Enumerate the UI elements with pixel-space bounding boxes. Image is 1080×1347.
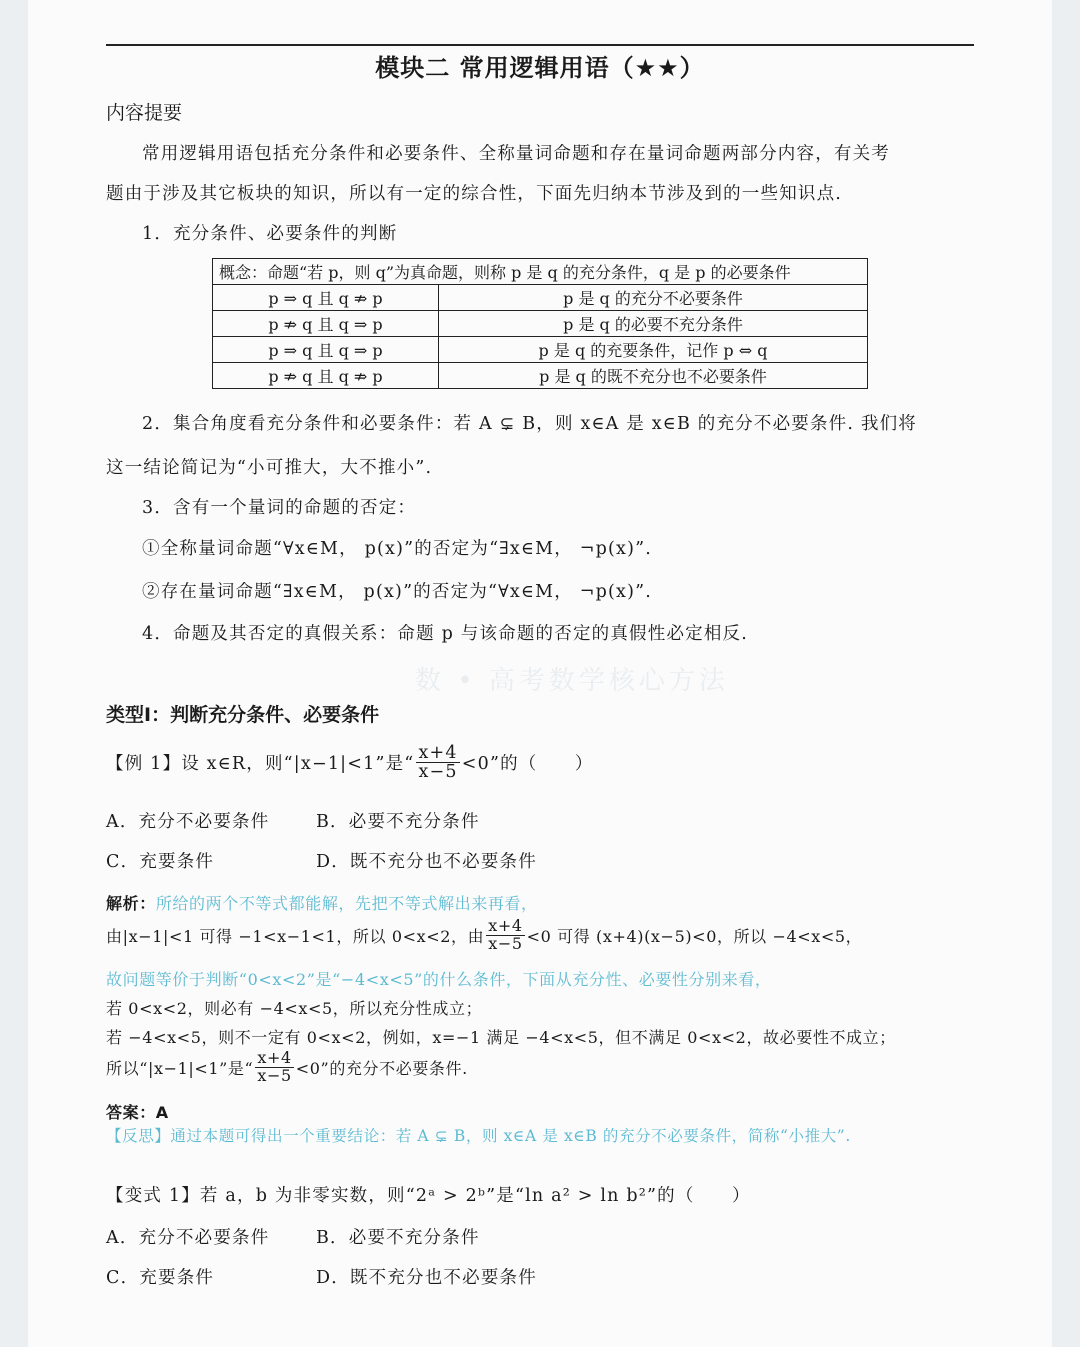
solution-line-1-fraction (486, 918, 524, 953)
solution-line-3: 若 −4<x<5，则不一定有 0<x<2，例如，x=−1 满足 −4<x<5，但不满足 0<x<2，故必要性不成立； (106, 1028, 896, 1047)
fraction-denominator: x−5 (488, 933, 523, 953)
fraction-numerator: x+4 (488, 916, 523, 935)
example-1-option-c: C．充要条件 (106, 852, 215, 872)
solution-label: 解析： (106, 894, 156, 913)
intro-heading: 内容提要 (106, 102, 183, 124)
fraction-denominator: x−5 (257, 1065, 292, 1085)
answer-line: 答案：A (106, 1103, 169, 1122)
variant-1-stem: 【变式 1】若 a，b 为非零实数，则“2ᵃ > 2ᵇ”是“ln a² > ln b²”的（ ） (106, 1186, 751, 1206)
solution-line-1 (106, 918, 862, 953)
fraction-numerator: x+4 (418, 743, 458, 763)
point-2-line2: 这一结论简记为“小可推大，大不推小”. (106, 458, 433, 478)
solution-label-line (106, 891, 538, 914)
table-cell-meaning: p 是 q 的充分不必要条件 (439, 285, 868, 311)
table-cell-condition: p ⇏ q 且 q ⇒ p (213, 311, 439, 337)
point-4: 4．命题及其否定的真假关系：命题 p 与该命题的否定的真假性必定相反. (142, 624, 749, 644)
intro-paragraph-line2: 题由于涉及其它板块的知识，所以有一定的综合性，下面先归纳本节涉及到的一些知识点. (106, 184, 843, 204)
table-cell-condition: p ⇒ q 且 q ⇒ p (213, 337, 439, 363)
table-cell-condition: p ⇏ q 且 q ⇏ p (213, 363, 439, 389)
top-rule (106, 44, 974, 46)
reflection-note: 【反思】通过本题可得出一个重要结论：若 A ⊊ B，则 x∈A 是 x∈B 的充分不必要条件，简称“小推大”. (106, 1127, 851, 1145)
solution-line-4-tail: <0”的充分不必要条件. (295, 1058, 468, 1078)
table-row (213, 337, 868, 363)
fraction-denominator: x−5 (418, 762, 458, 783)
table-row (213, 311, 868, 337)
solution-line-1-tail: <0 可得 (x+4)(x−5)<0，所以 −4<x<5， (526, 926, 863, 946)
solution-line-4-fraction (255, 1050, 293, 1085)
variant-1-option-a: A．充分不必要条件 (106, 1228, 270, 1248)
fraction-numerator: x+4 (257, 1048, 292, 1067)
table-cell-meaning: p 是 q 的必要不充分条件 (439, 311, 868, 337)
example-1-option-d: D．既不充分也不必要条件 (316, 852, 537, 872)
watermark: 数 • 高考数学核心方法 (415, 666, 729, 696)
example-1-fraction (416, 744, 459, 782)
example-1-stem (106, 744, 594, 782)
solution-hint-2: 故问题等价于判断“0<x<2”是“−4<x<5”的什么条件，下面从充分性、必要性分别来看， (106, 970, 772, 989)
table-row (213, 285, 868, 311)
point-3-heading: 3．含有一个量词的命题的否定： (142, 498, 417, 518)
variant-1-option-c: C．充要条件 (106, 1268, 215, 1288)
table-header-cell: 概念：命题“若 p，则 q”为真命题，则称 p 是 q 的充分条件，q 是 p 的必要条件 (213, 259, 868, 285)
table-row (213, 363, 868, 389)
variant-1-option-b: B．必要不充分条件 (316, 1228, 480, 1248)
solution-line-4 (106, 1050, 468, 1085)
solution-hint-1: 所给的两个不等式都能解，先把不等式解出来再看， (155, 894, 538, 913)
example-1-stem-text: 【例 1】设 x∈R，则“|x−1|<1”是“ (106, 754, 415, 775)
type-1-heading: 类型Ⅰ：判断充分条件、必要条件 (106, 704, 380, 726)
table-header-row (213, 259, 868, 285)
table-cell-condition: p ⇒ q 且 q ⇏ p (213, 285, 439, 311)
condition-table (212, 258, 868, 389)
point-1-heading: 1．充分条件、必要条件的判断 (142, 224, 398, 244)
solution-line-2: 若 0<x<2，则必有 −4<x<5，所以充分性成立； (106, 999, 483, 1018)
point-3-item2: ②存在量词命题“∃x∈M， p(x)”的否定为“∀x∈M， ¬p(x)”. (142, 582, 653, 602)
solution-line-4-text: 所以“|x−1|<1”是“ (106, 1058, 254, 1078)
variant-1-option-d: D．既不充分也不必要条件 (316, 1268, 537, 1288)
example-1-stem-tail: <0”的（ ） (461, 754, 594, 775)
point-3-item1: ①全称量词命题“∀x∈M， p(x)”的否定为“∃x∈M， ¬p(x)”. (142, 539, 653, 559)
example-1-option-b: B．必要不充分条件 (316, 812, 480, 832)
intro-paragraph-line1: 常用逻辑用语包括充分条件和必要条件、全称量词命题和存在量词命题两部分内容，有关考 (142, 144, 890, 164)
table-cell-meaning: p 是 q 的充要条件，记作 p ⇔ q (439, 337, 868, 363)
point-2-line1: 2．集合角度看充分条件和必要条件：若 A ⊊ B，则 x∈A 是 x∈B 的充分不必要条件. 我们将 (142, 414, 918, 434)
page-title: 模块二 常用逻辑用语（★★） (375, 54, 705, 82)
table-cell-meaning: p 是 q 的既不充分也不必要条件 (439, 363, 868, 389)
example-1-option-a: A．充分不必要条件 (106, 812, 270, 832)
solution-line-1-text: 由|x−1|<1 可得 −1<x−1<1，所以 0<x<2，由 (106, 926, 485, 946)
